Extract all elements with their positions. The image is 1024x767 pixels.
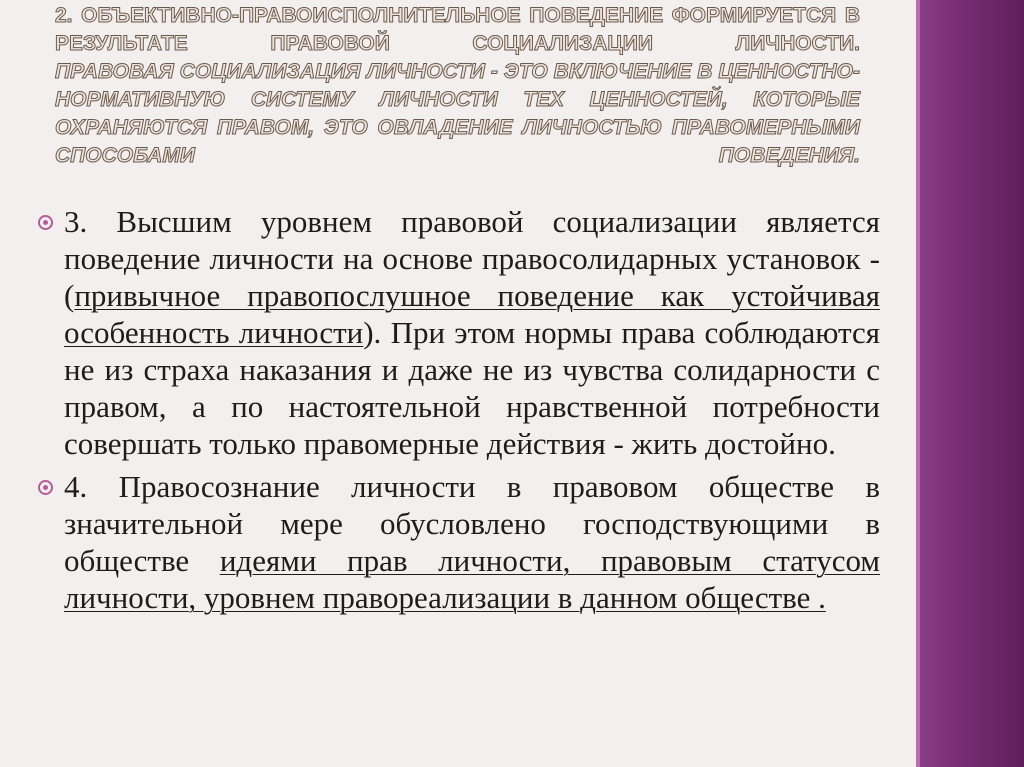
title-italic-text: ПРАВОВАЯ СОЦИАЛИЗАЦИЯ ЛИЧНОСТИ - ЭТО ВКЛЮЧЕНИЕ В ЦЕННОСТНО-НОРМАТИВНУЮ СИСТЕМУ ЛИЧНОСТИ ТЕХ ЦЕННОСТЕЙ, КОТОРЫЕ ОХРАНЯЮТСЯ ПРАВОМ, ЭТО ОВЛАДЕНИЕ ЛИЧНОСТЬЮ ПРАВОМЕРНЫМИ СПОСОБАМИ ПОВЕДЕНИЯ. bbox=[55, 60, 860, 167]
slide-title bbox=[55, 2, 860, 170]
bullet-4-underlined-text: идеями прав личности, правовым статусом личности, уровнем правореализации в данном обществе . bbox=[64, 543, 880, 615]
circle-bullet-icon bbox=[38, 215, 53, 230]
bullet-3-underlined-text: привычное правопослушное поведение как устойчивая особенность личности bbox=[64, 278, 880, 350]
bullet-item-3 bbox=[38, 203, 880, 462]
circle-bullet-icon bbox=[38, 480, 53, 495]
decorative-side-band bbox=[916, 0, 1024, 767]
bullet-list bbox=[38, 203, 880, 622]
bullet-3-text-end: ). При этом нормы права соблюдаются не из страха наказания и даже не из чувства солидарности с правом, а по настоятельной нравственной потребности совершать только правомерные действия - жить достойно. bbox=[64, 315, 881, 461]
title-main-text: 2. ОБЪЕКТИВНО-ПРАВОИСПОЛНИТЕЛЬНОЕ ПОВЕДЕНИЕ ФОРМИРУЕТСЯ В РЕЗУЛЬТАТЕ ПРАВОВОЙ СОЦИАЛИЗАЦИИ ЛИЧНОСТИ. bbox=[55, 4, 860, 55]
bullet-3-text-start: 3. Высшим уровнем правовой социализации является поведение личности на основе правосолидарных установок - ( bbox=[64, 204, 880, 313]
bullet-4-text-start: 4. Правосознание личности в правовом обществе в значительной мере обусловлено господствующими в обществе bbox=[64, 469, 880, 578]
bullet-item-4 bbox=[38, 468, 880, 616]
